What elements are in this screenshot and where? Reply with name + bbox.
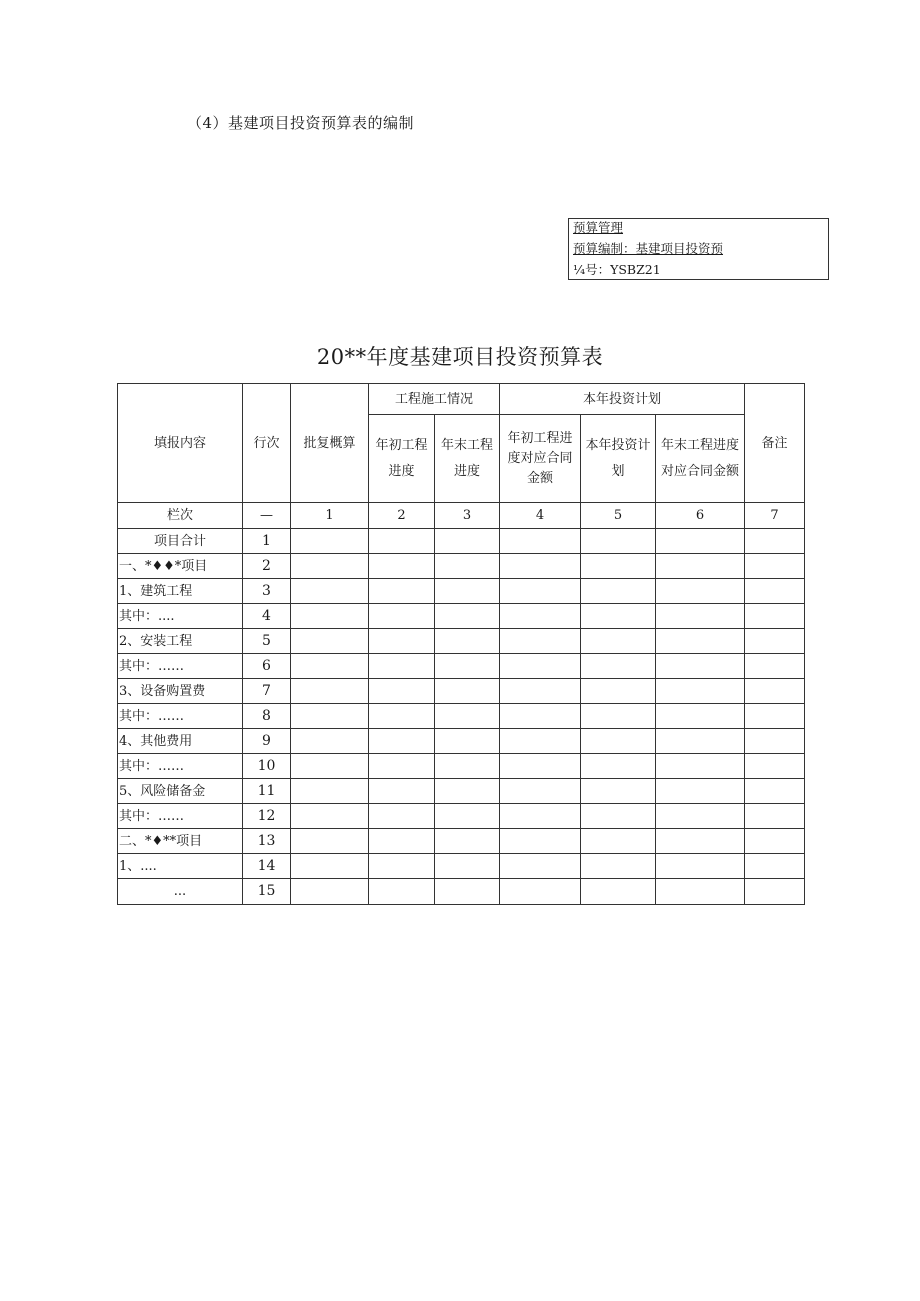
form-subcategory: 预算编制：基建项目投资预 bbox=[573, 241, 724, 256]
table-row bbox=[118, 554, 805, 579]
empty-value-cell[interactable] bbox=[656, 554, 745, 579]
row-name-cell: 其中：…… bbox=[118, 754, 243, 779]
row-number-cell: 13 bbox=[243, 829, 291, 854]
empty-value-cell[interactable] bbox=[291, 629, 369, 654]
empty-value-cell[interactable] bbox=[581, 579, 656, 604]
empty-value-cell[interactable] bbox=[500, 529, 581, 554]
empty-value-cell[interactable] bbox=[435, 829, 500, 854]
header-start-contract-amount bbox=[500, 415, 581, 503]
empty-value-cell[interactable] bbox=[435, 554, 500, 579]
empty-value-cell[interactable] bbox=[581, 754, 656, 779]
empty-value-cell[interactable] bbox=[656, 679, 745, 704]
header-year-plan-label: 本年投资计划 bbox=[585, 437, 651, 479]
row-number-cell: 2 bbox=[243, 554, 291, 579]
empty-value-cell[interactable] bbox=[500, 854, 581, 879]
empty-value-cell[interactable] bbox=[435, 804, 500, 829]
empty-value-cell[interactable] bbox=[369, 879, 435, 905]
header-approved-estimate: 批复概算 bbox=[291, 384, 369, 503]
table-row bbox=[118, 879, 805, 905]
empty-value-cell[interactable] bbox=[745, 779, 805, 804]
empty-value-cell[interactable] bbox=[435, 729, 500, 754]
table-row bbox=[118, 679, 805, 704]
form-reference-box bbox=[568, 218, 829, 280]
column-number-cell: 栏次 bbox=[118, 503, 243, 529]
empty-value-cell[interactable] bbox=[581, 779, 656, 804]
empty-value-cell[interactable] bbox=[369, 804, 435, 829]
empty-value-cell[interactable] bbox=[291, 704, 369, 729]
empty-value-cell[interactable] bbox=[500, 629, 581, 654]
empty-value-cell[interactable] bbox=[581, 729, 656, 754]
table-row bbox=[118, 604, 805, 629]
column-number-cell: — bbox=[243, 503, 291, 529]
empty-value-cell[interactable] bbox=[369, 854, 435, 879]
table-title: 20**年度基建项目投资预算表 bbox=[316, 345, 604, 369]
column-number-cell: 5 bbox=[581, 503, 656, 529]
header-construction-group: 工程施工情况 bbox=[369, 384, 500, 415]
empty-value-cell[interactable] bbox=[656, 654, 745, 679]
empty-value-cell[interactable] bbox=[435, 879, 500, 905]
empty-value-cell[interactable] bbox=[435, 604, 500, 629]
empty-value-cell[interactable] bbox=[291, 729, 369, 754]
row-number-cell: 14 bbox=[243, 854, 291, 879]
row-name-cell: 其中：…… bbox=[118, 654, 243, 679]
empty-value-cell[interactable] bbox=[745, 629, 805, 654]
empty-value-cell[interactable] bbox=[581, 829, 656, 854]
empty-value-cell[interactable] bbox=[745, 729, 805, 754]
empty-value-cell[interactable] bbox=[656, 829, 745, 854]
row-number-cell: 3 bbox=[243, 579, 291, 604]
empty-value-cell[interactable] bbox=[745, 529, 805, 554]
header-end-contract-amount bbox=[656, 415, 745, 503]
empty-value-cell[interactable] bbox=[656, 704, 745, 729]
row-number-cell: 10 bbox=[243, 754, 291, 779]
empty-value-cell[interactable] bbox=[369, 754, 435, 779]
row-number-cell: 5 bbox=[243, 629, 291, 654]
empty-value-cell[interactable] bbox=[581, 704, 656, 729]
empty-value-cell[interactable] bbox=[500, 829, 581, 854]
empty-value-cell[interactable] bbox=[369, 529, 435, 554]
empty-value-cell[interactable] bbox=[745, 679, 805, 704]
budget-table bbox=[117, 383, 805, 905]
empty-value-cell[interactable] bbox=[745, 804, 805, 829]
empty-value-cell[interactable] bbox=[656, 604, 745, 629]
empty-value-cell[interactable] bbox=[291, 829, 369, 854]
header-start-contract-amount-label: 年初工程进度对应合同金额 bbox=[507, 430, 573, 486]
empty-value-cell[interactable] bbox=[656, 729, 745, 754]
empty-value-cell[interactable] bbox=[291, 554, 369, 579]
header-row-no: 行次 bbox=[243, 384, 291, 503]
header-remarks: 备注 bbox=[745, 384, 805, 503]
row-name-cell: 5、风险储备金 bbox=[118, 779, 243, 804]
empty-value-cell[interactable] bbox=[291, 754, 369, 779]
empty-value-cell[interactable] bbox=[369, 629, 435, 654]
empty-value-cell[interactable] bbox=[745, 654, 805, 679]
empty-value-cell[interactable] bbox=[369, 704, 435, 729]
column-number-cell: 7 bbox=[745, 503, 805, 529]
empty-value-cell[interactable] bbox=[581, 529, 656, 554]
empty-value-cell[interactable] bbox=[656, 804, 745, 829]
row-name-cell: 项目合计 bbox=[118, 529, 243, 554]
empty-value-cell[interactable] bbox=[369, 679, 435, 704]
empty-value-cell[interactable] bbox=[745, 604, 805, 629]
form-category: 预算管理 bbox=[573, 220, 624, 235]
section-heading: （4）基建项目投资预算表的编制 bbox=[187, 114, 415, 132]
empty-value-cell[interactable] bbox=[656, 854, 745, 879]
empty-value-cell[interactable] bbox=[500, 679, 581, 704]
empty-value-cell[interactable] bbox=[745, 879, 805, 905]
empty-value-cell[interactable] bbox=[745, 854, 805, 879]
column-number-cell: 3 bbox=[435, 503, 500, 529]
empty-value-cell[interactable] bbox=[500, 779, 581, 804]
empty-value-cell[interactable] bbox=[369, 829, 435, 854]
empty-value-cell[interactable] bbox=[581, 629, 656, 654]
empty-value-cell[interactable] bbox=[291, 854, 369, 879]
empty-value-cell[interactable] bbox=[500, 654, 581, 679]
empty-value-cell[interactable] bbox=[745, 754, 805, 779]
row-number-cell: 4 bbox=[243, 604, 291, 629]
empty-value-cell[interactable] bbox=[581, 804, 656, 829]
empty-value-cell[interactable] bbox=[369, 554, 435, 579]
row-number-cell: 8 bbox=[243, 704, 291, 729]
empty-value-cell[interactable] bbox=[369, 604, 435, 629]
header-end-progress bbox=[435, 415, 500, 503]
data-rows bbox=[118, 529, 805, 905]
empty-value-cell[interactable] bbox=[435, 704, 500, 729]
empty-value-cell[interactable] bbox=[581, 554, 656, 579]
row-name-cell: ... bbox=[118, 879, 243, 905]
empty-value-cell[interactable] bbox=[745, 579, 805, 604]
empty-value-cell[interactable] bbox=[581, 604, 656, 629]
table-row bbox=[118, 754, 805, 779]
empty-value-cell[interactable] bbox=[435, 679, 500, 704]
column-number-cell: 4 bbox=[500, 503, 581, 529]
table-row bbox=[118, 579, 805, 604]
empty-value-cell[interactable] bbox=[656, 579, 745, 604]
row-number-cell: 1 bbox=[243, 529, 291, 554]
empty-value-cell[interactable] bbox=[500, 804, 581, 829]
empty-value-cell[interactable] bbox=[656, 779, 745, 804]
empty-value-cell[interactable] bbox=[500, 704, 581, 729]
empty-value-cell[interactable] bbox=[581, 854, 656, 879]
empty-value-cell[interactable] bbox=[369, 654, 435, 679]
form-code: ¼号：YSBZ21 bbox=[573, 262, 661, 277]
table-row bbox=[118, 729, 805, 754]
empty-value-cell[interactable] bbox=[581, 654, 656, 679]
empty-value-cell[interactable] bbox=[500, 729, 581, 754]
row-name-cell: 二、*♦**项目 bbox=[118, 829, 243, 854]
row-name-cell: 4、其他费用 bbox=[118, 729, 243, 754]
empty-value-cell[interactable] bbox=[745, 554, 805, 579]
empty-value-cell[interactable] bbox=[291, 804, 369, 829]
column-number-cell: 2 bbox=[369, 503, 435, 529]
empty-value-cell[interactable] bbox=[291, 879, 369, 905]
row-number-cell: 11 bbox=[243, 779, 291, 804]
table-row bbox=[118, 854, 805, 879]
table-row bbox=[118, 529, 805, 554]
header-start-progress-label: 年初工程进度 bbox=[375, 437, 428, 479]
row-name-cell: 1、.... bbox=[118, 854, 243, 879]
row-name-cell: 其中：.... bbox=[118, 604, 243, 629]
empty-value-cell[interactable] bbox=[369, 729, 435, 754]
table-row bbox=[118, 704, 805, 729]
empty-value-cell[interactable] bbox=[291, 654, 369, 679]
empty-value-cell[interactable] bbox=[581, 679, 656, 704]
empty-value-cell[interactable] bbox=[500, 579, 581, 604]
empty-value-cell[interactable] bbox=[291, 529, 369, 554]
empty-value-cell[interactable] bbox=[656, 754, 745, 779]
empty-value-cell[interactable] bbox=[435, 529, 500, 554]
row-name-cell: 一、*♦♦*项目 bbox=[118, 554, 243, 579]
column-number-cell: 1 bbox=[291, 503, 369, 529]
header-end-progress-label: 年末工程进度 bbox=[440, 437, 493, 479]
empty-value-cell[interactable] bbox=[291, 579, 369, 604]
table-row bbox=[118, 829, 805, 854]
empty-value-cell[interactable] bbox=[291, 679, 369, 704]
empty-value-cell[interactable] bbox=[500, 604, 581, 629]
header-fill-content: 填报内容 bbox=[118, 384, 243, 503]
row-name-cell: 其中：…… bbox=[118, 804, 243, 829]
column-number-row bbox=[118, 503, 805, 529]
row-name-cell: 2、安装工程 bbox=[118, 629, 243, 654]
row-name-cell: 其中：…… bbox=[118, 704, 243, 729]
empty-value-cell[interactable] bbox=[656, 879, 745, 905]
header-start-progress bbox=[369, 415, 435, 503]
empty-value-cell[interactable] bbox=[656, 629, 745, 654]
empty-value-cell[interactable] bbox=[500, 754, 581, 779]
empty-value-cell[interactable] bbox=[745, 829, 805, 854]
empty-value-cell[interactable] bbox=[435, 854, 500, 879]
empty-value-cell[interactable] bbox=[500, 554, 581, 579]
table-row bbox=[118, 629, 805, 654]
row-name-cell: 1、建筑工程 bbox=[118, 579, 243, 604]
row-number-cell: 6 bbox=[243, 654, 291, 679]
row-number-cell: 15 bbox=[243, 879, 291, 905]
row-name-cell: 3、设备购置费 bbox=[118, 679, 243, 704]
empty-value-cell[interactable] bbox=[369, 779, 435, 804]
empty-value-cell[interactable] bbox=[435, 754, 500, 779]
empty-value-cell[interactable] bbox=[435, 579, 500, 604]
row-number-cell: 12 bbox=[243, 804, 291, 829]
header-end-contract-amount-label: 年末工程进度对应合同金额 bbox=[660, 437, 739, 479]
column-number-cell: 6 bbox=[656, 503, 745, 529]
empty-value-cell[interactable] bbox=[435, 779, 500, 804]
empty-value-cell[interactable] bbox=[291, 604, 369, 629]
row-number-cell: 7 bbox=[243, 679, 291, 704]
table-row bbox=[118, 654, 805, 679]
empty-value-cell[interactable] bbox=[291, 779, 369, 804]
table-row bbox=[118, 804, 805, 829]
empty-value-cell[interactable] bbox=[656, 529, 745, 554]
table-row bbox=[118, 779, 805, 804]
header-investment-group: 本年投资计划 bbox=[500, 384, 745, 415]
row-number-cell: 9 bbox=[243, 729, 291, 754]
empty-value-cell[interactable] bbox=[500, 879, 581, 905]
empty-value-cell[interactable] bbox=[581, 879, 656, 905]
header-year-plan bbox=[581, 415, 656, 503]
empty-value-cell[interactable] bbox=[435, 654, 500, 679]
empty-value-cell[interactable] bbox=[745, 704, 805, 729]
empty-value-cell[interactable] bbox=[369, 579, 435, 604]
empty-value-cell[interactable] bbox=[435, 629, 500, 654]
